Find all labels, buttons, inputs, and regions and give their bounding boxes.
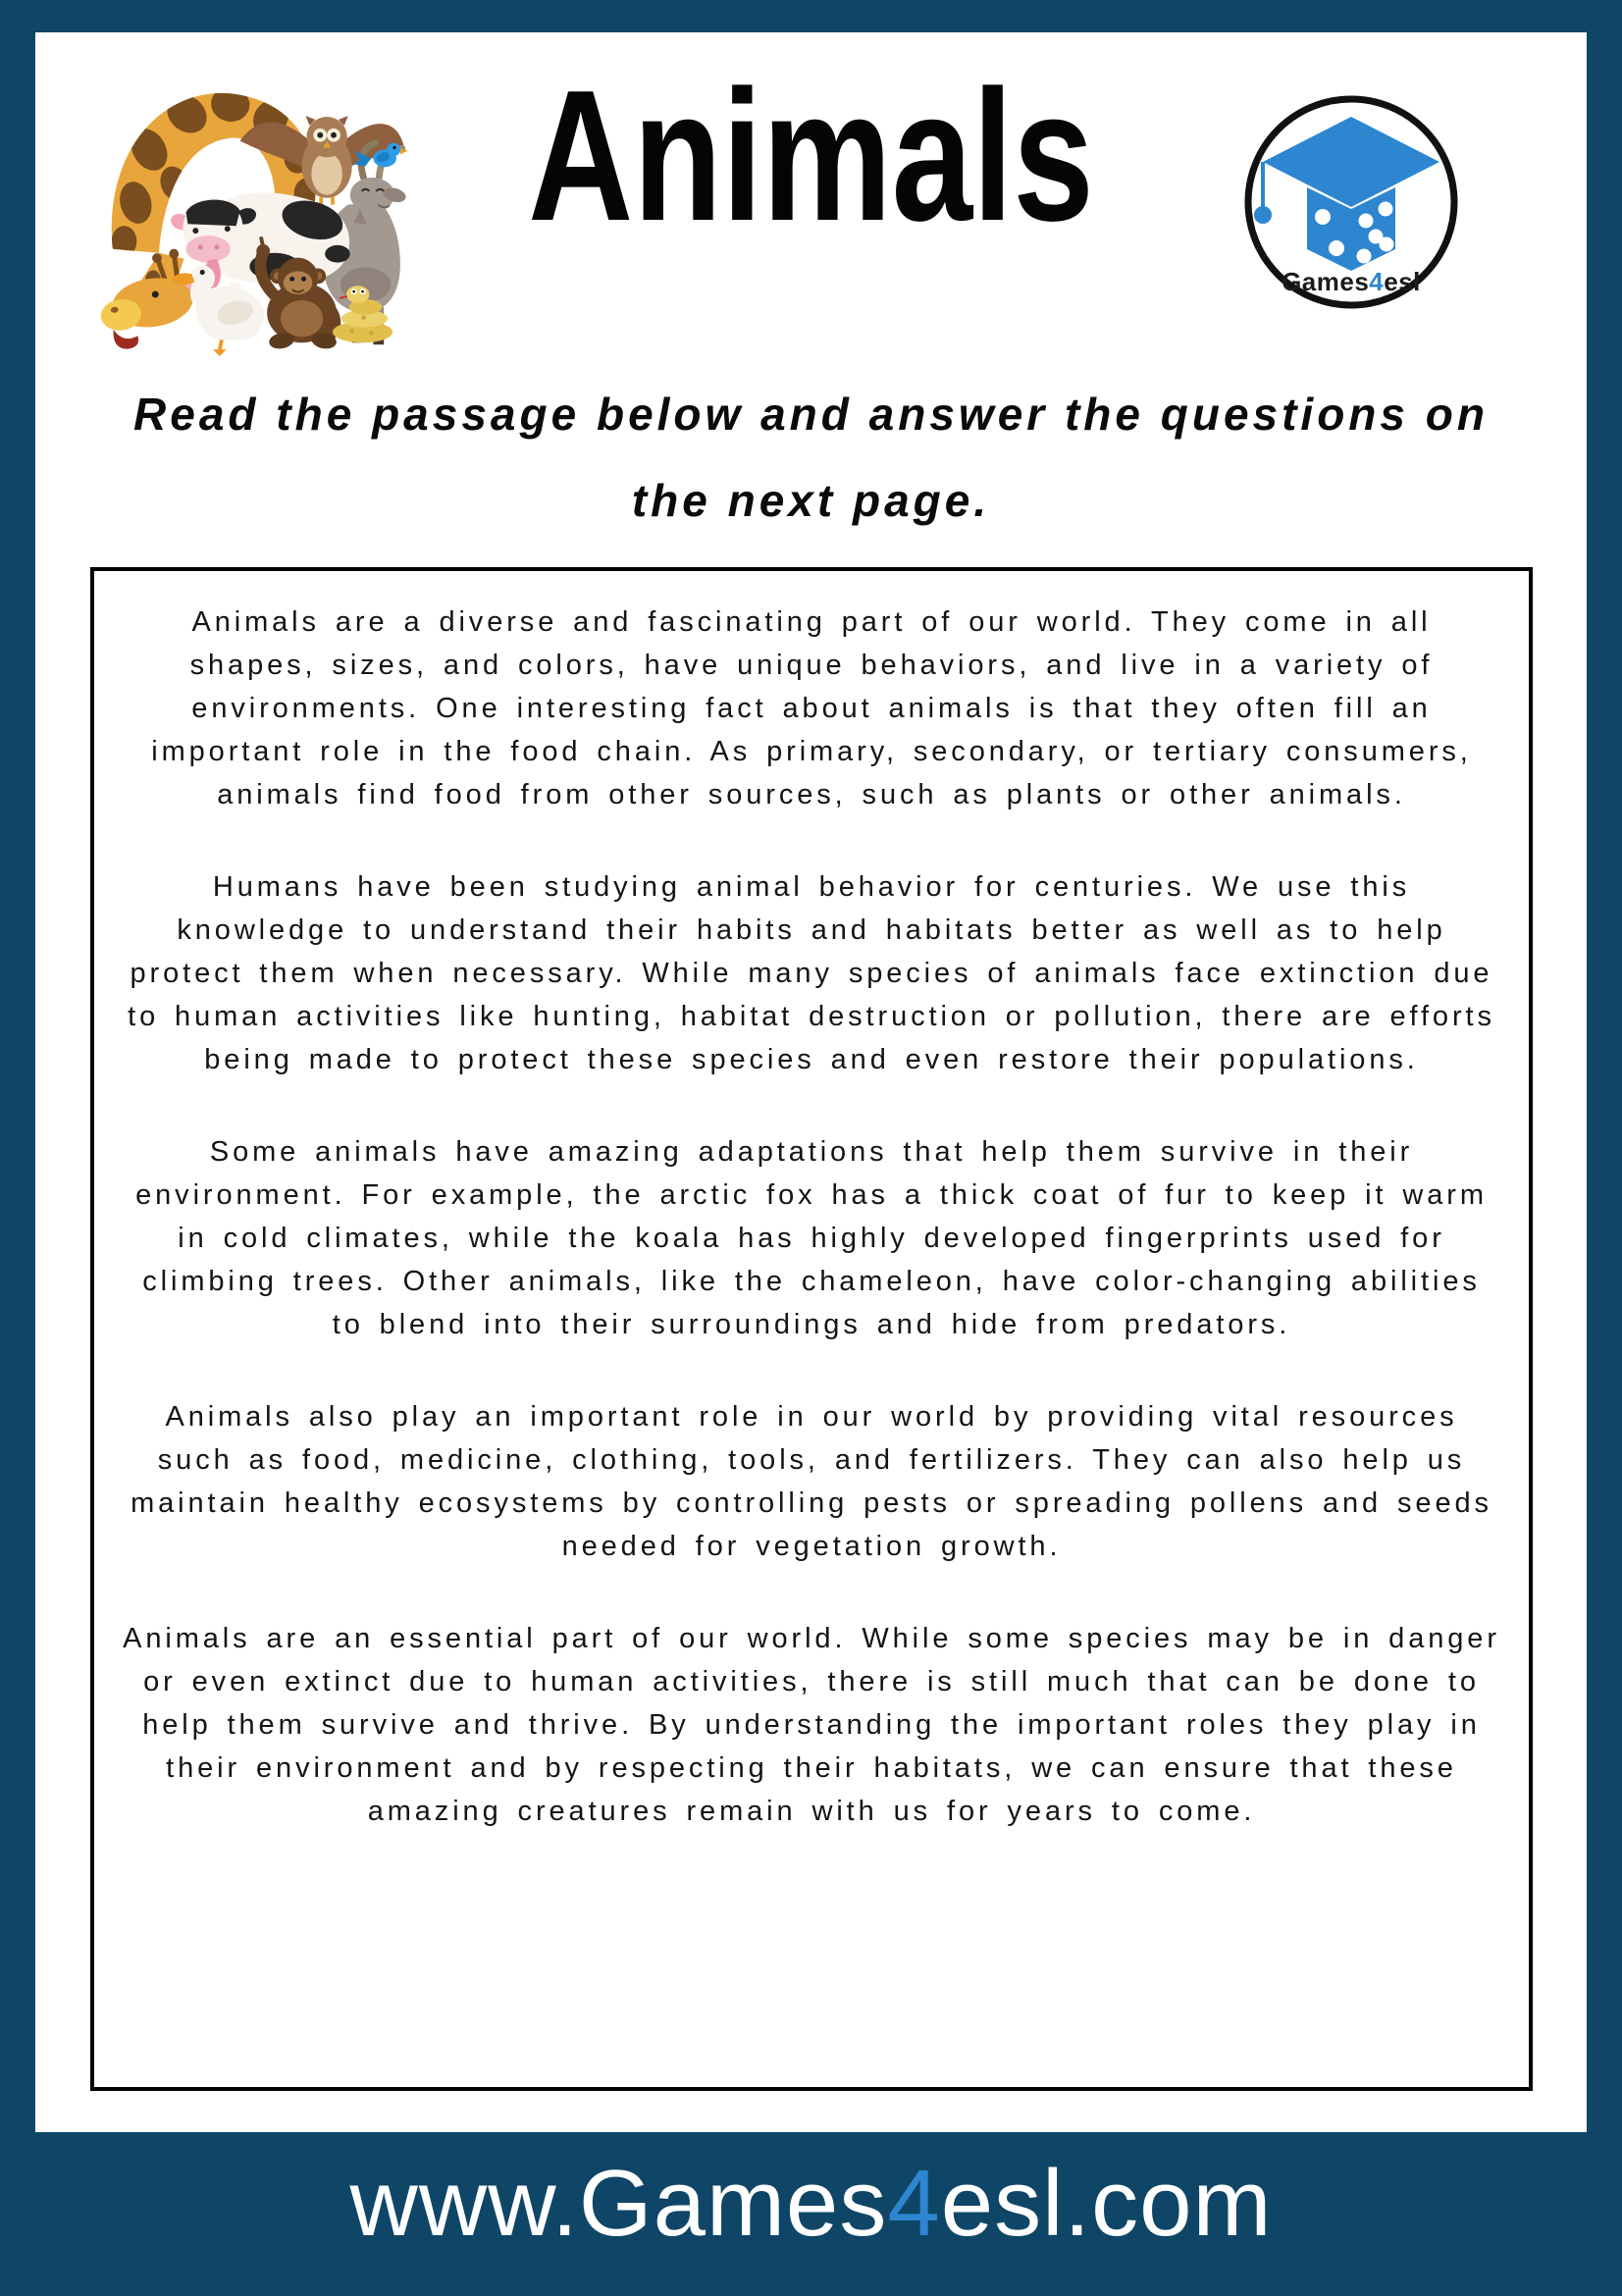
instruction-text [35,371,1587,544]
footer-url-suffix: esl.com [940,2151,1273,2256]
passage-paragraph-1: Animals are a diverse and fascinating part of our world. They come in all shapes, sizes, and colors, have unique behaviors, and live in a variety of environments. One interesting fact about animals is that they often fill an important role in the food chain. As primary, secondary, or tertiary consumers, animals find food from other sources, such as plants or other animals. [151,606,1472,810]
games4esl-logo [1238,89,1464,315]
instruction-line1: Read the passage below and answer the questions on [133,389,1489,440]
logo-brand-suffix: esl [1384,267,1421,296]
logo-brand-digit: 4 [1369,267,1385,296]
page-background [35,32,1587,2132]
instruction-line2: the next page. [631,475,991,526]
passage-paragraph-4: Animals also play an important role in our world by providing vital resources such as food, medicine, clothing, tools, and fertilizers. They can also help us maintain healthy ecosystems by controlling pests or spreading pollens and seeds needed for vegetation growth. [131,1401,1492,1562]
passage-paragraph-2: Humans have been studying animal behavior for centuries. We use this knowledge to understand their habits and habitats better as well as to help protect them when necessary. While many species of animals face extinction due to human activities like hunting, habitat destruction or pollution, there are efforts being made to protect these species and even restore their populations. [128,871,1495,1075]
footer-url-prefix: www.Games [349,2151,888,2256]
passage-paragraph-3: Some animals have amazing adaptations that help them survive in their environment. For example, the arctic fox has a thick coat of fur to keep it warm in cold climates, while the koala has highly developed fingerprints used for climbing trees. Other animals, like the chameleon, have color-changing abilities to blend into their surroundings and hide from predators. [135,1136,1488,1340]
logo-brand-prefix: Games [1282,267,1370,296]
passage-box [90,567,1533,2091]
passage-paragraph-5: Animals are an essential part of our world. While some species may be in danger or even extinct due to human activities, there is still much that can be done to help them survive and thrive. By understanding the important roles they play in their environment and by respecting their habitats, we can ensure that these amazing creatures remain with us for years to come. [123,1623,1500,1827]
page-title: Animals [528,52,1094,260]
footer-url-digit: 4 [887,2151,941,2256]
footer-url [0,2151,1622,2256]
logo-brand-text [1238,267,1464,297]
